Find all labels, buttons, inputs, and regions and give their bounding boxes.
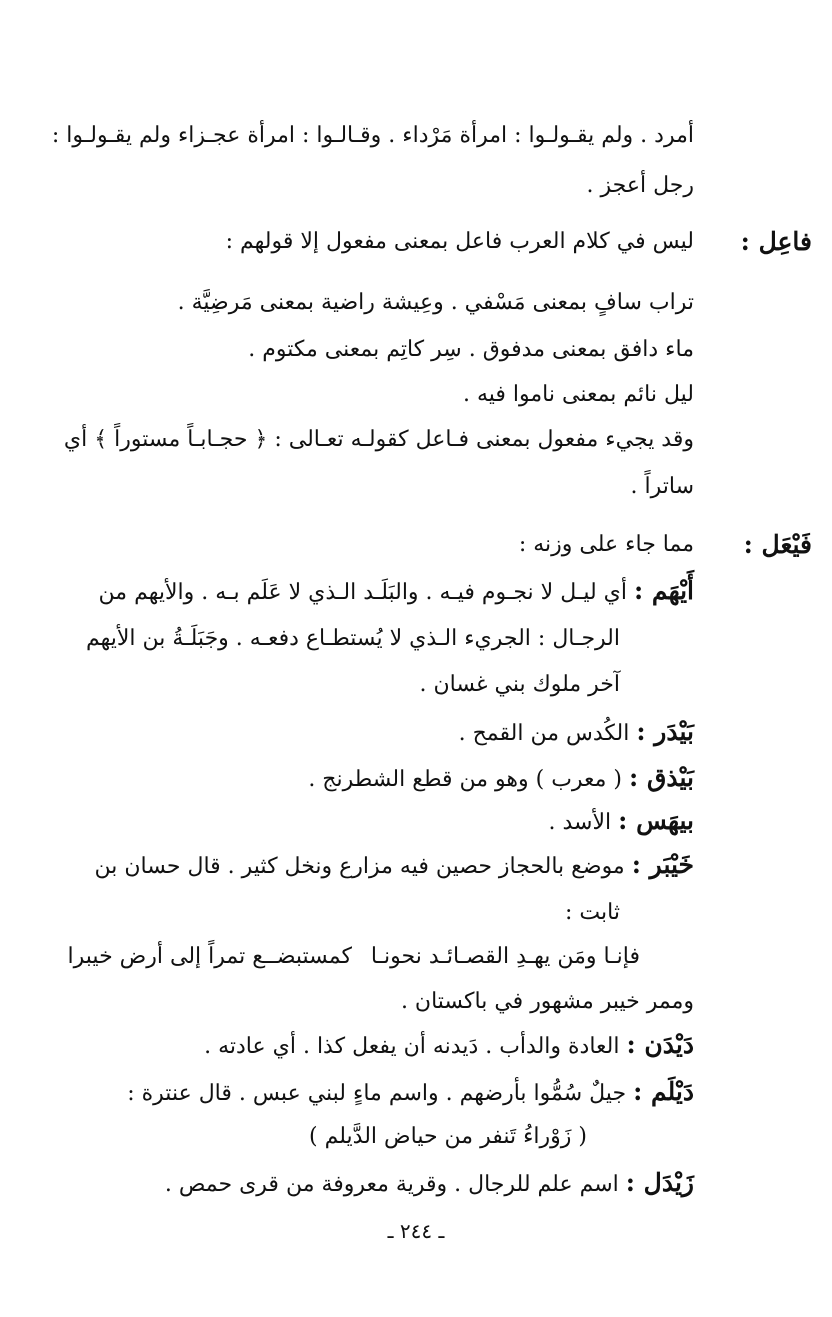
entry-term: دَيْدَن : bbox=[626, 1030, 694, 1059]
entry-term: أَيْهَم : bbox=[634, 576, 694, 605]
entry-term: خَيْبَر : bbox=[631, 850, 694, 879]
faail-example-1: تراب سافٍ بمعنى مَسْفي . وعِيشة راضية بمعنى مَرضِيَّة . bbox=[177, 290, 694, 315]
entry-ayham-line-2: الرجـال : الجريء الـذي لا يُستطـاع دفعـه . وجَبَلَـةُ بن الأيهم bbox=[85, 626, 620, 651]
heading-fayal: فَيْعَل : bbox=[743, 530, 812, 559]
entry-text: جيلٌ سُمُّوا بأرضهم . واسم ماءٍ لبني عبس . قال عنترة : bbox=[127, 1081, 627, 1106]
entry-ayham bbox=[99, 576, 694, 608]
entry-khaybar bbox=[95, 850, 694, 882]
entry-baydar bbox=[459, 717, 694, 749]
intro-line-1: أمرد . ولم يقـولـوا : امرأة مَرْداء . وقـالـوا : امرأة عجـزاء ولم يقـولـوا : bbox=[51, 123, 694, 148]
entry-text: أي ليـل لا نجـوم فيـه . والبَلَـد الـذي لا عَلَم بـه . والأيهم من bbox=[98, 580, 627, 605]
entry-text: اسم علم للرجال . وقرية معروفة من قرى حمص . bbox=[164, 1172, 619, 1197]
faail-example-4a: وقد يجيء مفعول بمعنى فـاعل كقولـه تعـالى : ﴿ حجـابـاً مستوراً ﴾ أي bbox=[63, 427, 694, 452]
entry-baydhaq bbox=[308, 763, 694, 795]
fayal-intro: مما جاء على وزنه : bbox=[518, 532, 694, 557]
faail-example-3: ليل نائم بمعنى ناموا فيه . bbox=[462, 382, 694, 407]
faail-example-2: ماء دافق بمعنى مدفوق . سِر كاتِم بمعنى مكتوم . bbox=[248, 337, 694, 362]
entry-khaybar-line-2: ثابت : bbox=[565, 900, 620, 925]
intro-line-2: رجل أعجز . bbox=[586, 173, 694, 198]
entry-zaydal bbox=[165, 1168, 694, 1200]
entry-text: موضع بالحجاز حصين فيه مزارع ونخل كثير . قال حسان بن bbox=[94, 854, 625, 879]
entry-daylam-quote: ( زَوْراءُ تَنفر من حياض الدَّيلم ) bbox=[309, 1124, 587, 1149]
faail-example-4b: ساتراً . bbox=[630, 474, 694, 499]
faail-intro: ليس في كلام العرب فاعل بمعنى مفعول إلا قولهم : bbox=[225, 229, 694, 254]
heading-faail: فاعِل : bbox=[740, 227, 812, 256]
verse-second-hemistich: كمستبضــع تمراً إلى أرض خيبرا bbox=[67, 944, 352, 969]
entry-text: العادة والدأب . دَيدنه أن يفعل كذا . أي عادته . bbox=[204, 1034, 620, 1059]
entry-term: بيهَس : bbox=[618, 806, 694, 835]
entry-daylam bbox=[127, 1077, 694, 1109]
entry-ayham-line-3: آخر ملوك بني غسان . bbox=[419, 672, 620, 697]
entry-term: بَيْذق : bbox=[629, 763, 694, 792]
entry-text: الكُدس من القمح . bbox=[458, 721, 630, 746]
khaybar-note: وممر خيبر مشهور في باكستان . bbox=[400, 989, 694, 1014]
verse-first-hemistich: فإنـا ومَن يهـدِ القصـائـد نحونـا bbox=[370, 944, 640, 969]
entry-term: دَيْلَم : bbox=[633, 1077, 694, 1106]
entry-term: زَيْدَل : bbox=[625, 1168, 694, 1197]
entry-term: بَيْدَر : bbox=[636, 717, 694, 746]
entry-bayhas bbox=[549, 806, 694, 838]
entry-daydan bbox=[204, 1030, 694, 1062]
entry-text: ( معرب ) وهو من قطع الشطرنج . bbox=[308, 767, 623, 792]
page-number: ـ ٢٤٤ ـ bbox=[387, 1219, 445, 1243]
entry-text: الأسد . bbox=[548, 810, 612, 835]
